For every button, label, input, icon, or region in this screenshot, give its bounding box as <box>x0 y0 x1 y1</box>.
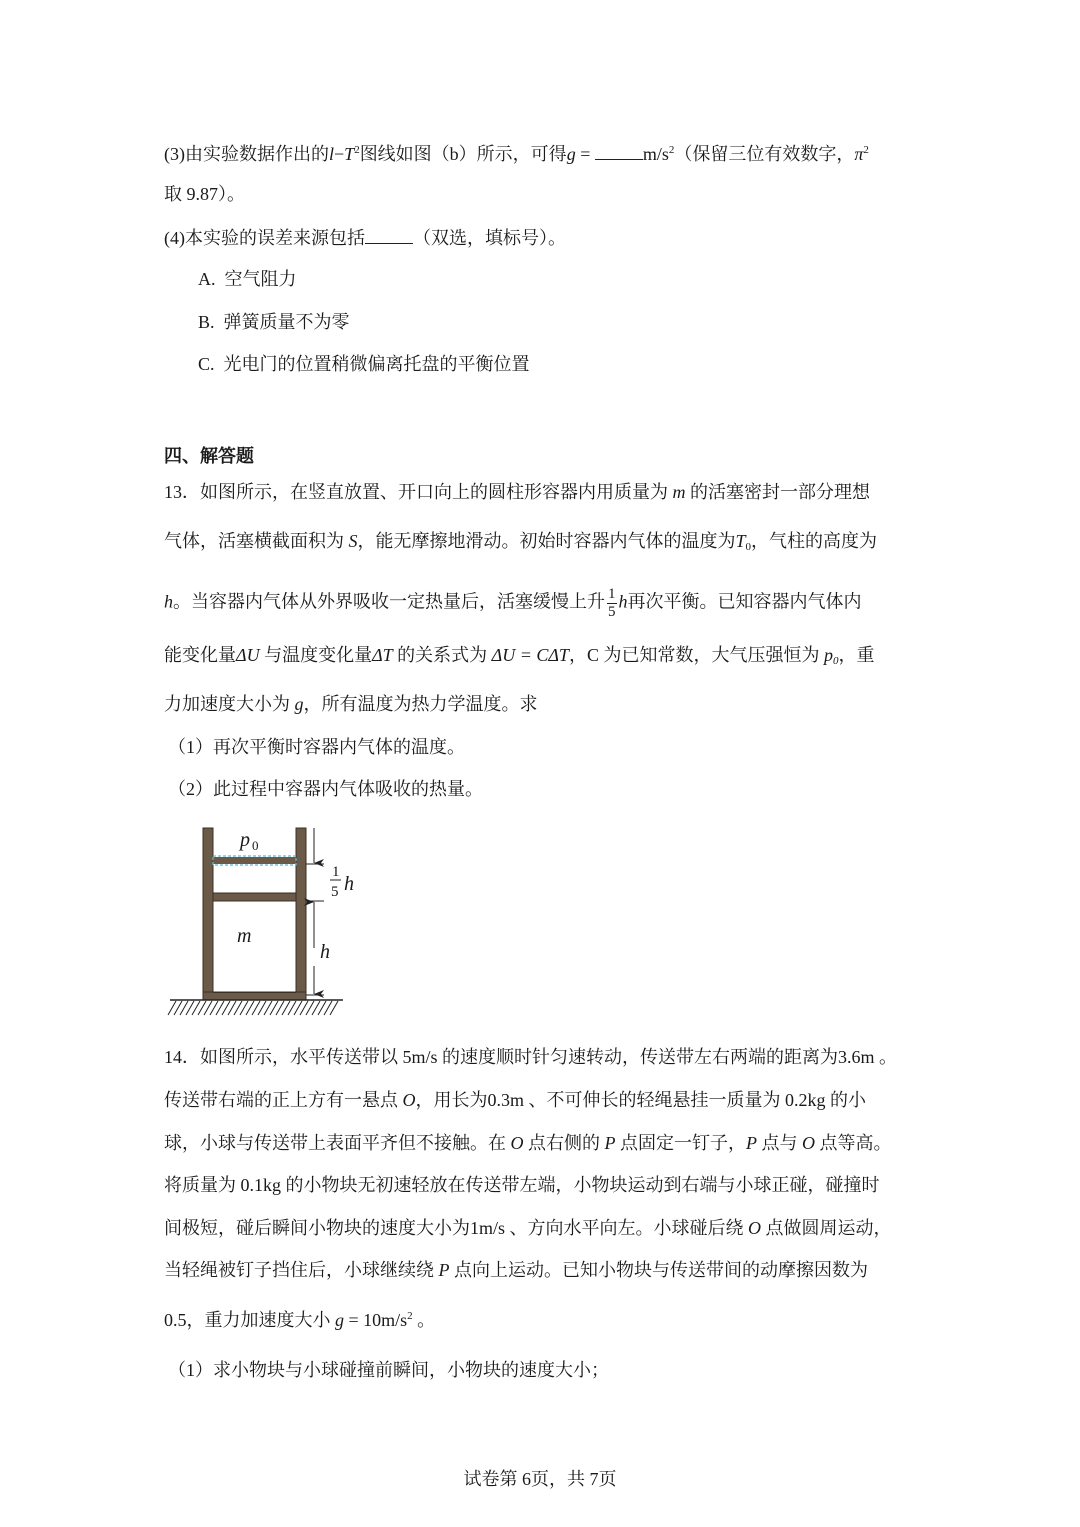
var-P: P <box>746 1133 757 1153</box>
text: 点固定一钉子， <box>615 1133 746 1153</box>
option-text: 弹簧质量不为零 <box>223 312 350 332</box>
text: ，能无摩擦地滑动。初始时容器内气体的温度为 <box>357 531 736 551</box>
piston-initial-position <box>213 893 296 901</box>
q14-line7 <box>164 1308 435 1332</box>
text: ，用长为0.3m 、不可伸长的轻绳悬挂一质量为 0.2kg 的小 <box>415 1090 866 1110</box>
text: 0.5，重力加速度大小 <box>164 1310 335 1330</box>
text: ，所有温度为热力学温度。求 <box>303 694 538 714</box>
label-frac-numerator: 1 <box>332 864 340 880</box>
var-pi: π <box>854 144 864 164</box>
q14-line4: 将质量为 0.1kg 的小物块无初速轻放在传送带左端，小物块运动到右端与小球正碰，碰撞时 <box>164 1175 880 1195</box>
option-c <box>198 352 530 376</box>
text: （双选，填标号）。 <box>413 228 566 248</box>
var-l: l <box>329 144 335 164</box>
option-label: A. <box>198 269 216 289</box>
option-text: 空气阻力 <box>224 269 297 289</box>
text: 间极短，碰后瞬间小物块的速度大小为1m/s 、方向水平向左。小球碰后绕 <box>164 1218 749 1238</box>
var-g: g <box>566 144 576 164</box>
q14-line3 <box>164 1131 892 1155</box>
text: 气体，活塞横截面积为 <box>164 531 349 551</box>
q13-line2 <box>164 529 877 553</box>
q14-line5 <box>164 1216 892 1240</box>
q14-line1: 14．如图所示，水平传送带以 5m/s 的速度顺时针匀速转动，传送带左右两端的距离为3.6m 。 <box>164 1047 898 1067</box>
q13-line4 <box>164 643 874 667</box>
option-a <box>198 267 297 291</box>
container-bottom-inner-edge <box>213 992 296 993</box>
q13-line1 <box>164 480 870 504</box>
var-h: h <box>164 591 173 612</box>
text: 图线如图（b）所示，可得 <box>359 144 567 164</box>
q13-line3 <box>164 586 862 621</box>
text: 的关系式为 <box>392 645 492 665</box>
subscript: 0 <box>745 541 752 553</box>
text: 的活塞密封一部分理想 <box>685 482 870 502</box>
text: ，C 为已知常数，大气压强恒为 <box>568 645 824 665</box>
text: 点右侧的 <box>523 1133 605 1153</box>
subscript: 0 <box>832 655 839 667</box>
label-m: m <box>237 925 252 947</box>
exponent: 2 <box>668 144 675 156</box>
fraction-one-fifth <box>607 586 617 621</box>
var-g: g <box>294 694 304 714</box>
var-O: O <box>748 1218 762 1238</box>
text: 与温度变化量 <box>259 645 373 665</box>
var-O: O <box>402 1090 416 1110</box>
label-fifth-h: h <box>344 873 354 895</box>
q12-part3-line2: 取 9.87）。 <box>164 184 245 204</box>
text: (3)由实验数据作出的 <box>164 144 329 164</box>
piston-container-diagram <box>160 820 360 1025</box>
q13-sub1: （1）再次平衡时容器内气体的温度。 <box>168 737 465 757</box>
var-O: O <box>802 1133 815 1153</box>
var-g: g <box>335 1310 344 1330</box>
unit: m/s <box>642 144 669 164</box>
option-text: 光电门的位置稍微偏离托盘的平衡位置 <box>223 354 530 374</box>
label-h: h <box>320 941 330 963</box>
q14-line2 <box>164 1088 866 1112</box>
exponent: 2 <box>407 1310 413 1322</box>
var-P: P <box>604 1133 616 1153</box>
var-p0: p <box>823 645 833 665</box>
q14-sub1: （1）求小物块与小球碰撞前瞬间，小物块的速度大小； <box>168 1360 609 1380</box>
exponent: 2 <box>863 144 869 156</box>
text: 点与 <box>757 1133 802 1153</box>
q13-sub2: （2）此过程中容器内气体吸收的热量。 <box>168 779 483 799</box>
text: ，气柱的高度为 <box>751 531 878 551</box>
text: 传送带右端的正上方有一悬点 <box>164 1090 403 1110</box>
label-frac-denominator: 5 <box>331 884 339 900</box>
text: 球，小球与传送带上表面平齐但不接触。在 <box>164 1133 511 1153</box>
text: (4)本实验的误差来源包括 <box>164 228 365 248</box>
option-b <box>198 310 350 334</box>
var-T: T <box>344 144 355 164</box>
answer-blank-errors[interactable] <box>365 225 413 244</box>
container-right-wall <box>296 828 306 1000</box>
numerator: 1 <box>608 586 616 602</box>
text: 。当容器内气体从外界吸收一定热量后，活塞缓慢上升 <box>173 591 605 612</box>
section-title: 四、解答题 <box>164 446 254 466</box>
option-label: B. <box>198 312 215 332</box>
page-footer: 试卷第 6页，共 7页 <box>463 1469 617 1489</box>
var-O: O <box>510 1133 524 1153</box>
text: 。 <box>412 1310 436 1330</box>
q13-line5 <box>164 692 538 716</box>
var-h: h <box>618 591 628 612</box>
text: 点向上运动。已知小物块与传送带间的动摩擦因数为 <box>449 1260 868 1280</box>
text: 点等高。 <box>815 1133 892 1153</box>
denominator: 5 <box>608 604 616 620</box>
text: 能变化量 <box>164 645 236 665</box>
answer-blank-g[interactable] <box>595 141 643 160</box>
text: − <box>334 144 345 164</box>
q14-line6 <box>164 1258 868 1282</box>
piston-final-position <box>213 857 296 864</box>
text: 13．如图所示，在竖直放置、开口向上的圆柱形容器内用质量为 <box>164 482 673 502</box>
q12-part4 <box>164 225 566 250</box>
text: （保留三位有效数字， <box>674 144 855 164</box>
text: = 10m/s <box>344 1310 408 1330</box>
exponent: 2 <box>354 144 360 156</box>
var-m: m <box>672 482 686 502</box>
text: 点做圆周运动， <box>761 1218 892 1238</box>
var-dU: ΔU <box>236 645 260 665</box>
label-p0-subscript: 0 <box>252 838 259 853</box>
relation-formula: ΔU = CΔT <box>491 645 569 665</box>
var-S: S <box>348 531 358 551</box>
container-left-wall <box>203 828 213 1000</box>
q12-part3-line1 <box>164 141 869 166</box>
var-dT: ΔT <box>372 645 393 665</box>
label-p0: p <box>240 829 250 851</box>
text: 力加速度大小为 <box>164 694 295 714</box>
text: 再次平衡。已知容器内气体内 <box>627 591 862 612</box>
var-P: P <box>438 1260 450 1280</box>
container-bottom <box>203 992 306 1000</box>
text: ，重 <box>838 645 875 665</box>
ground-hatching <box>168 1001 338 1015</box>
var-T0: T <box>735 531 746 551</box>
text: 当轻绳被钉子挡住后，小球继续绕 <box>164 1260 439 1280</box>
option-label: C. <box>198 354 215 374</box>
text: = <box>575 144 595 164</box>
